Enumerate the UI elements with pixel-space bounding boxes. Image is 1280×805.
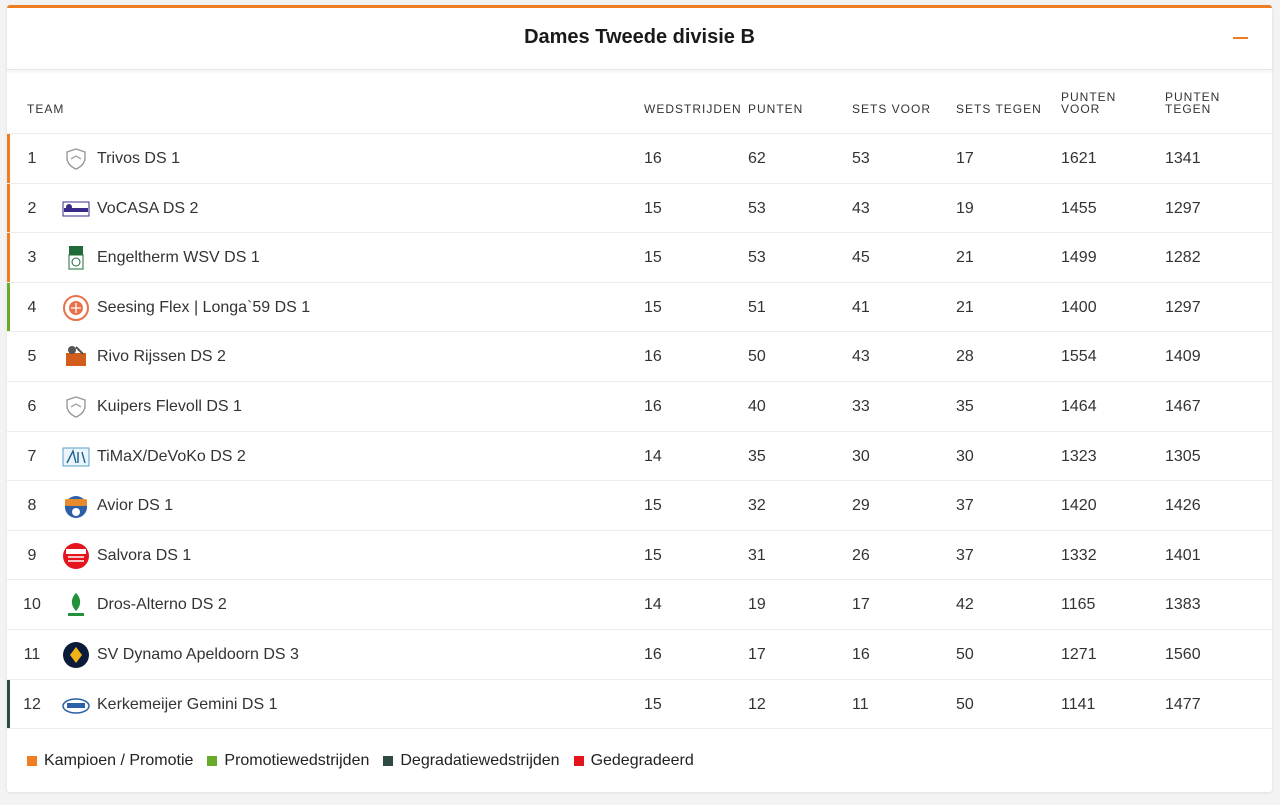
sets-tegen-value: 21	[956, 298, 974, 316]
table-row-6[interactable]	[7, 382, 1272, 432]
legend	[27, 752, 694, 770]
punten-value: 32	[748, 497, 766, 515]
col-sets-voor[interactable]: SETS VOOR	[852, 102, 932, 116]
status-bar	[7, 184, 10, 233]
status-bar	[7, 432, 10, 481]
table-header	[7, 70, 1272, 134]
status-bar	[7, 531, 10, 580]
team-name[interactable]: VoCASA DS 2	[97, 199, 199, 217]
status-bar	[7, 134, 10, 183]
wedstrijden-value: 15	[644, 546, 662, 564]
legend-item	[574, 752, 694, 770]
team-name[interactable]: SV Dynamo Apeldoorn DS 3	[97, 645, 299, 663]
legend-swatch	[27, 756, 37, 766]
devoko-logo	[62, 444, 90, 470]
position: 4	[27, 298, 37, 316]
wsv-logo	[62, 245, 90, 271]
wedstrijden-value: 15	[644, 199, 662, 217]
table-row-1[interactable]	[7, 134, 1272, 184]
wedstrijden-value: 16	[644, 397, 662, 415]
col-wedstrijden[interactable]: WEDSTRIJDEN	[644, 102, 742, 116]
team-name[interactable]: Dros-Alterno DS 2	[97, 596, 227, 614]
wedstrijden-value: 15	[644, 497, 662, 515]
sets-tegen-value: 50	[956, 695, 974, 713]
standings-table-body	[7, 134, 1272, 729]
sets-voor-value: 43	[852, 348, 870, 366]
legend-label: Promotiewedstrijden	[224, 752, 370, 769]
card-header	[7, 8, 1272, 70]
punten-voor-value: 1464	[1061, 397, 1097, 415]
sets-voor-value: 30	[852, 447, 870, 465]
punten-value: 35	[748, 447, 766, 465]
collapse-icon[interactable]	[1233, 37, 1248, 39]
punten-tegen-value: 1560	[1165, 645, 1201, 663]
table-row-2[interactable]	[7, 184, 1272, 234]
col-punten[interactable]: PUNTEN	[748, 102, 804, 116]
punten-value: 51	[748, 298, 766, 316]
legend-swatch	[207, 756, 217, 766]
col-punten-tegen[interactable]	[1165, 91, 1220, 115]
table-row-8[interactable]	[7, 481, 1272, 531]
punten-value: 17	[748, 645, 766, 663]
col-punten-voor-line2: VOOR	[1061, 102, 1101, 116]
team-name[interactable]: Kerkemeijer Gemini DS 1	[97, 695, 278, 713]
gemini-logo	[62, 692, 90, 718]
wedstrijden-value: 15	[644, 249, 662, 267]
punten-value: 53	[748, 199, 766, 217]
rivo-logo	[62, 344, 90, 370]
sets-voor-value: 43	[852, 199, 870, 217]
sets-tegen-value: 37	[956, 497, 974, 515]
punten-tegen-value: 1409	[1165, 348, 1201, 366]
punten-tegen-value: 1297	[1165, 199, 1201, 217]
position: 3	[27, 249, 37, 267]
status-bar	[7, 233, 10, 282]
sets-voor-value: 33	[852, 397, 870, 415]
sets-voor-value: 45	[852, 249, 870, 267]
punten-voor-value: 1455	[1061, 199, 1097, 217]
page-title: Dames Tweede divisie B	[524, 26, 755, 48]
shield-placeholder-logo	[62, 394, 90, 420]
team-name[interactable]: Rivo Rijssen DS 2	[97, 348, 226, 366]
sets-voor-value: 16	[852, 645, 870, 663]
punten-voor-value: 1323	[1061, 447, 1097, 465]
legend-label: Degradatiewedstrijden	[400, 752, 560, 769]
punten-tegen-value: 1341	[1165, 150, 1201, 167]
legend-swatch	[574, 756, 584, 766]
punten-voor-value: 1420	[1061, 497, 1097, 515]
status-bar	[7, 481, 10, 530]
col-punten-tegen-line2: TEGEN	[1165, 102, 1212, 116]
table-row-12[interactable]	[7, 680, 1272, 730]
sets-tegen-value: 19	[956, 199, 974, 217]
avior-logo	[62, 493, 90, 519]
standings-card	[7, 5, 1272, 792]
wedstrijden-value: 14	[644, 447, 662, 465]
salvora-logo	[62, 543, 90, 569]
table-row-7[interactable]	[7, 432, 1272, 482]
table-row-9[interactable]	[7, 531, 1272, 581]
table-row-3[interactable]	[7, 233, 1272, 283]
legend-item	[207, 752, 369, 770]
punten-voor-value: 1141	[1061, 695, 1096, 713]
position: 5	[27, 348, 37, 366]
col-team[interactable]: TEAM	[27, 102, 65, 116]
status-bar	[7, 283, 10, 332]
punten-value: 40	[748, 397, 766, 415]
punten-tegen-value: 1297	[1165, 298, 1201, 316]
wedstrijden-value: 15	[644, 298, 662, 316]
team-name[interactable]: TiMaX/DeVoKo DS 2	[97, 447, 246, 465]
col-punten-voor[interactable]	[1061, 91, 1116, 115]
punten-value: 53	[748, 249, 766, 267]
team-name[interactable]: Avior DS 1	[97, 497, 174, 515]
col-punten-voor-line1: PUNTEN	[1061, 90, 1117, 104]
table-row-10[interactable]	[7, 580, 1272, 630]
punten-tegen-value: 1426	[1165, 497, 1201, 515]
legend-label: Kampioen / Promotie	[44, 752, 194, 769]
punten-value: 12	[748, 695, 766, 713]
dros-alterno-logo	[62, 592, 90, 618]
punten-tegen-value: 1401	[1165, 546, 1201, 564]
punten-tegen-value: 1477	[1165, 695, 1201, 713]
sets-tegen-value: 17	[956, 150, 974, 167]
status-bar	[7, 332, 10, 381]
team-name[interactable]: Salvora DS 1	[97, 546, 192, 564]
sets-tegen-value: 35	[956, 397, 974, 415]
status-bar	[7, 630, 10, 679]
punten-voor-value: 1499	[1061, 249, 1097, 267]
legend-swatch	[383, 756, 393, 766]
punten-voor-value: 1400	[1061, 298, 1097, 316]
punten-value: 19	[748, 596, 766, 614]
punten-voor-value: 1621	[1061, 150, 1097, 167]
team-name[interactable]: Engeltherm WSV DS 1	[97, 249, 260, 267]
sets-voor-value: 29	[852, 497, 870, 515]
position: 10	[23, 596, 41, 614]
position: 11	[23, 645, 41, 663]
sets-voor-value: 26	[852, 546, 870, 564]
punten-value: 62	[748, 150, 766, 167]
sets-tegen-value: 21	[956, 249, 974, 267]
sets-tegen-value: 28	[956, 348, 974, 366]
sets-tegen-value: 37	[956, 546, 974, 564]
punten-tegen-value: 1282	[1165, 249, 1201, 267]
punten-voor-value: 1165	[1061, 596, 1096, 614]
col-punten-tegen-line1: PUNTEN	[1165, 90, 1221, 104]
punten-voor-value: 1554	[1061, 348, 1097, 366]
punten-tegen-value: 1467	[1165, 397, 1201, 415]
sets-voor-value: 53	[852, 150, 870, 167]
wedstrijden-value: 14	[644, 596, 662, 614]
team-name[interactable]: Kuipers Flevoll DS 1	[97, 397, 242, 415]
sets-tegen-value: 42	[956, 596, 974, 614]
status-bar	[7, 680, 10, 729]
punten-voor-value: 1332	[1061, 546, 1097, 564]
wedstrijden-value: 15	[644, 695, 662, 713]
table-row-4[interactable]	[7, 283, 1272, 333]
sets-tegen-value: 30	[956, 447, 974, 465]
shield-placeholder-logo	[62, 146, 90, 172]
table-row-5[interactable]	[7, 332, 1272, 382]
wedstrijden-value: 16	[644, 645, 662, 663]
sets-tegen-value: 50	[956, 645, 974, 663]
punten-tegen-value: 1305	[1165, 447, 1201, 465]
vocasa-logo	[62, 196, 90, 222]
punten-value: 50	[748, 348, 766, 366]
punten-value: 31	[748, 546, 766, 564]
legend-label: Gedegradeerd	[590, 752, 694, 769]
legend-item	[383, 752, 559, 770]
punten-voor-value: 1271	[1061, 645, 1097, 663]
punten-tegen-value: 1383	[1165, 596, 1201, 614]
position: 8	[27, 497, 37, 515]
position: 7	[27, 447, 37, 465]
position: 6	[27, 397, 37, 415]
position: 1	[27, 150, 37, 167]
longa-logo	[62, 295, 90, 321]
col-sets-tegen[interactable]: SETS TEGEN	[956, 102, 1042, 116]
wedstrijden-value: 16	[644, 348, 662, 366]
position: 9	[27, 546, 37, 564]
sets-voor-value: 11	[852, 695, 869, 713]
position: 12	[23, 695, 41, 713]
position: 2	[27, 199, 37, 217]
team-name[interactable]: Seesing Flex | Longa`59 DS 1	[97, 298, 311, 316]
dynamo-logo	[62, 642, 90, 668]
status-bar	[7, 580, 10, 629]
sets-voor-value: 41	[852, 298, 870, 316]
sets-voor-value: 17	[852, 596, 870, 614]
table-row-11[interactable]	[7, 630, 1272, 680]
wedstrijden-value: 16	[644, 150, 662, 167]
legend-item	[27, 752, 193, 770]
status-bar	[7, 382, 10, 431]
team-name[interactable]: Trivos DS 1	[97, 150, 180, 167]
